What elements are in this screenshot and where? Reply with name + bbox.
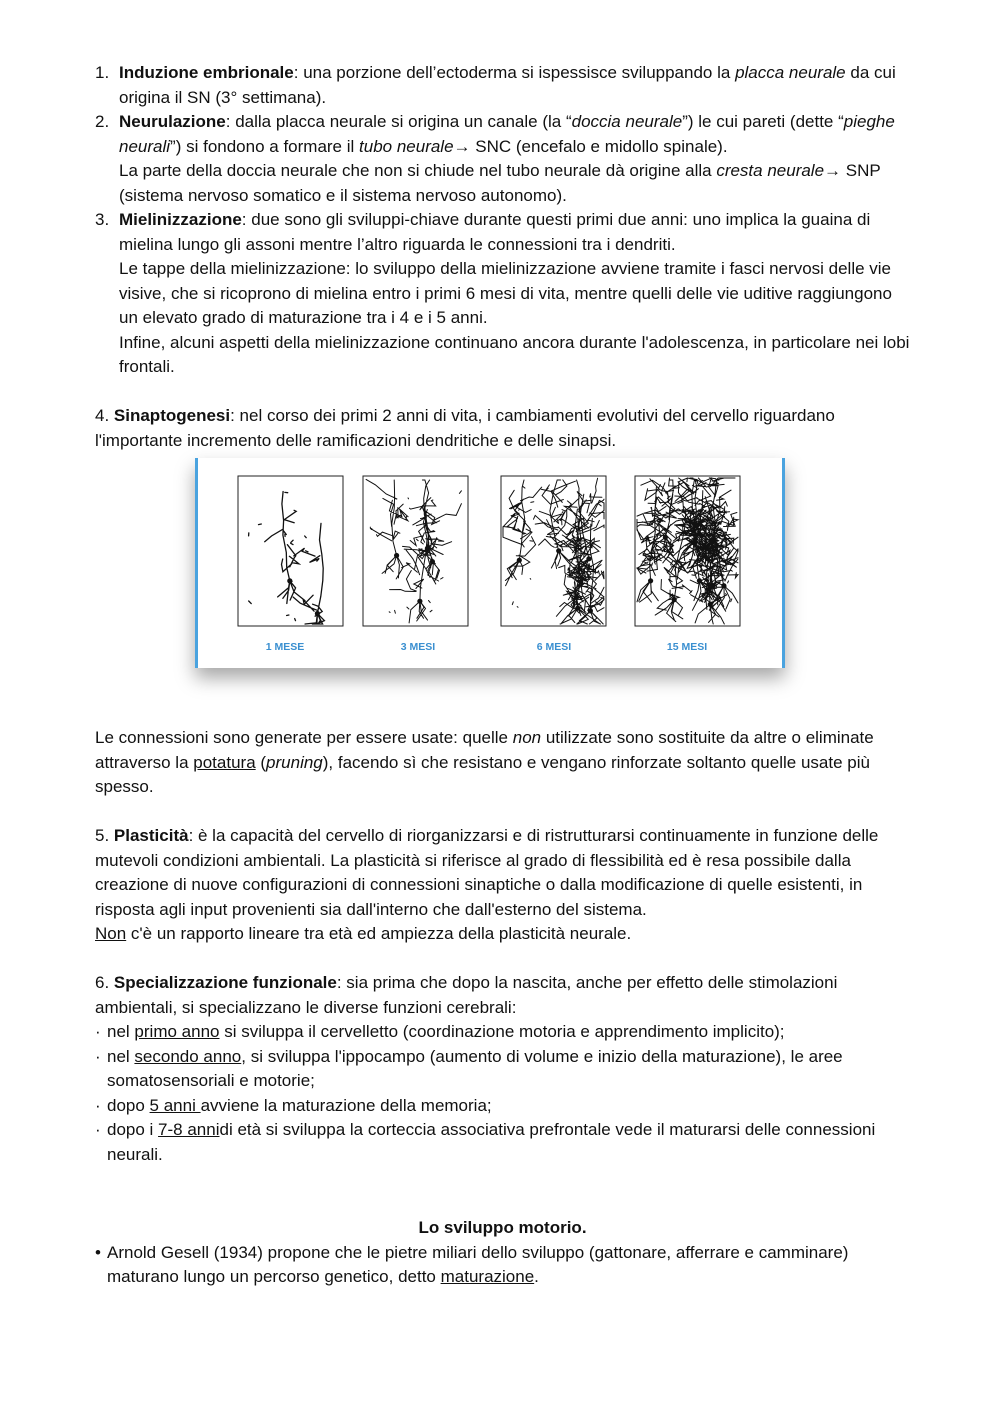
underlined-term: 7-8 anni	[158, 1120, 220, 1139]
italic-term: tubo neurale	[359, 136, 454, 156]
text-run: di età si sviluppa la corteccia associativa prefrontale vede il maturarsi delle connessioni neurali.	[107, 1120, 876, 1164]
list-item	[95, 1118, 910, 1167]
bullet-mark: ·	[95, 1120, 101, 1139]
section-text: : sia prima che dopo la nascita, anche per effetto delle stimolazioni ambientali, si specializzano le diverse funzioni cerebrali:	[95, 973, 838, 1017]
text-run: nel	[107, 1022, 135, 1041]
text-run: c'è un rapporto lineare tra età ed ampiezza della plasticità neurale.	[126, 924, 632, 943]
item-paragraph: Infine, alcuni aspetti della mielinizzazione continuano ancora durante l'adolescenza, in particolare nei lobi frontali.	[119, 332, 910, 376]
text-run: nel	[107, 1046, 135, 1066]
paragraph-connessioni	[95, 726, 910, 800]
spacer	[95, 1167, 910, 1192]
neuron-drawings	[198, 458, 782, 668]
text-run: ), facendo sì che resistano e vengano rinforzate soltanto quelle usate più spesso.	[95, 752, 870, 796]
list-item-gesell	[95, 1241, 910, 1290]
list-item-mielinizzazione	[95, 208, 910, 380]
text-run: : dalla placca neurale si origina un canale (la “	[225, 112, 572, 131]
underlined-term: primo anno	[134, 1022, 220, 1041]
item-title: Mielinizzazione	[119, 210, 242, 229]
spacer	[95, 380, 910, 405]
item-paragraph: Le tappe della mielinizzazione: lo sviluppo della mielinizzazione avviene tramite i fasci nervosi delle vie visive, che si ricoprono di mielina entro i primi 6 mesi di vita, mentre quelli delle vie uditive raggiungono un elevato grado di maturazione tra i 4 e i 5 anni.	[119, 259, 892, 327]
item-number: 2.	[95, 112, 110, 131]
bullet-mark: •	[95, 1242, 101, 1262]
text-run: → SNP (sistema nervoso somatico e il sistema nervoso autonomo).	[119, 161, 881, 205]
underlined-term: secondo anno	[134, 1046, 242, 1066]
item-text	[107, 208, 910, 257]
italic-term: placca neurale	[735, 63, 846, 82]
section-title: Plasticità	[113, 826, 189, 845]
list-item	[95, 1020, 910, 1045]
text-run: .	[534, 1267, 539, 1286]
italic-term: cresta neurale	[716, 161, 825, 180]
item-text	[107, 61, 910, 110]
list-item	[95, 1045, 910, 1094]
item-title: Induzione embrionale	[119, 63, 294, 82]
underlined-term: maturazione	[440, 1267, 535, 1286]
text-run: La parte della doccia neurale che non si chiude nel tubo neurale dà origine alla	[119, 161, 717, 180]
item-number: 1.	[95, 63, 110, 82]
figure-label-1: 1 MESE	[265, 641, 305, 653]
item-text	[107, 110, 910, 159]
figure-label-3: 6 MESI	[536, 641, 572, 653]
text-run: Arnold Gesell (1934) propone che le pietre miliari dello sviluppo (gattonare, afferrare e camminare) maturano lungo un percorso genetico, detto	[107, 1242, 849, 1286]
item-number: 3.	[95, 210, 110, 229]
text-run: , si sviluppa l'ippocampo (aumento di volume e inizio della maturazione), le aree somatosensoriali e motorie;	[107, 1046, 843, 1090]
text-run: (	[255, 752, 267, 772]
section-number: 5.	[95, 826, 114, 845]
neuron-panel-1	[238, 476, 343, 626]
text-run: avviene la maturazione della memoria;	[200, 1095, 492, 1115]
bullet-mark: ·	[95, 1095, 101, 1115]
list-item-neurulazione	[95, 110, 910, 208]
spacer	[95, 800, 910, 825]
underlined-term: Non	[95, 924, 127, 943]
bullet-mark: ·	[95, 1022, 101, 1041]
section-heading-motorio: Lo sviluppo motorio.	[418, 1218, 587, 1237]
italic-term: doccia neurale	[571, 112, 683, 131]
text-run: si sviluppa il cervelletto (coordinazione motoria e apprendimento implicito);	[219, 1022, 785, 1041]
text-run: dopo	[107, 1095, 150, 1115]
list-item-induzione	[95, 61, 910, 110]
italic-term: pieghe neurali	[119, 112, 895, 156]
text-run: : una porzione dell’ectoderma si ispessisce sviluppando la	[293, 63, 736, 82]
bullet-mark: ·	[95, 1046, 101, 1066]
item-text-cont	[107, 159, 910, 208]
underlined-term: potatura	[193, 752, 256, 772]
section-note	[95, 922, 910, 947]
section-title: Sinaptogenesi	[113, 406, 231, 425]
text-run: utilizzate sono sostituite da altre o eliminate attraverso la	[95, 728, 874, 772]
section-plasticita	[95, 824, 910, 947]
section-sinaptogenesi	[95, 404, 910, 453]
text-run: ”) le cui pareti (dette “	[682, 112, 844, 131]
section-text: : è la capacità del cervello di riorganizzarsi e di ristrutturarsi continuamente in funzione delle mutevoli condizioni ambientali. La plasticità si riferisce al grado di flessibilità ed è resa possibile dalla creazione di nuove configurazioni di connessioni sinaptiche o dalla modificazione di quelle esistenti, in risposta agli input provenienti sia dall'interno che dall'esterno del sistema.	[95, 826, 879, 919]
figure-label-4: 15 MESI	[666, 641, 708, 653]
document-body	[95, 61, 910, 1290]
text-run: : due sono gli sviluppi-chiave durante questi primi due anni: uno implica la guaina di mielina lungo gli assoni mentre l’altro riguarda le connessioni tra i dendriti.	[119, 210, 871, 254]
italic-term: non	[512, 728, 542, 747]
italic-term: pruning	[266, 752, 323, 772]
section-number: 6.	[95, 973, 114, 992]
list-item	[95, 1094, 910, 1119]
section-number: 4.	[95, 406, 114, 425]
synaptogenesis-figure	[195, 458, 785, 668]
text-run: dopo i	[107, 1120, 159, 1139]
neuron-panel-2	[363, 476, 468, 626]
text-run: Le connessioni sono generate per essere usate: quelle	[95, 728, 513, 747]
section-text: : nel corso dei primi 2 anni di vita, i cambiamenti evolutivi del cervello riguardano l'importante incremento delle ramificazioni dendritiche e delle sinapsi.	[95, 406, 835, 450]
spacer	[95, 1192, 910, 1217]
spacer	[95, 947, 910, 972]
text-run: ”) si fondono a formare il	[170, 136, 360, 156]
text-run: → SNC (encefalo e midollo spinale).	[453, 136, 728, 156]
section-title: Specializzazione funzionale	[113, 973, 337, 992]
item-title: Neurulazione	[119, 112, 226, 131]
section-specializzazione	[95, 971, 910, 1020]
underlined-term: 5 anni	[149, 1095, 201, 1115]
text-run: da cui origina il SN (3° settimana).	[119, 63, 896, 107]
figure-label-2: 3 MESI	[400, 641, 436, 653]
